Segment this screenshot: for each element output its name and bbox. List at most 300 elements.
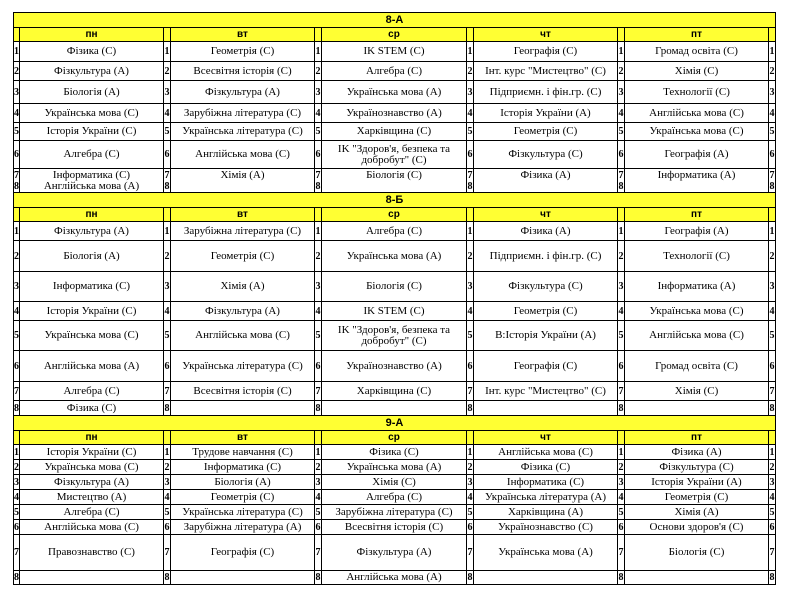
lesson-number: 6 xyxy=(315,521,321,533)
subject: Англійська мова (А) xyxy=(43,179,140,192)
header-gap xyxy=(769,431,776,445)
lesson-number: 8 xyxy=(164,572,170,583)
lesson-row xyxy=(14,321,776,351)
lesson-number: 2 xyxy=(467,241,474,272)
day-header: вт xyxy=(171,28,315,42)
lesson-row xyxy=(14,490,776,505)
lesson-number: 5 xyxy=(467,123,474,141)
lesson-number: 6 xyxy=(769,351,776,382)
lesson-number: 8 xyxy=(618,402,624,414)
subject-cell: Інформатика (А) xyxy=(625,272,769,302)
subject-cell: Фізкультура (А) xyxy=(171,302,315,321)
lesson-number: 1 xyxy=(14,222,20,241)
subject-cell: Історія України (А) xyxy=(625,475,769,490)
subject-cell: Українська література (С) xyxy=(171,351,315,382)
subject-cell: Фізкультура (С) xyxy=(474,141,618,169)
lesson-number: 3 xyxy=(14,476,19,488)
subject-cell xyxy=(625,401,769,416)
subject-cell: IK "Здоров'я, безпека та добробут" (С) xyxy=(322,141,467,169)
lesson-number: 1 xyxy=(769,42,776,62)
lesson-number: 8 xyxy=(467,180,473,192)
subject-cell xyxy=(171,571,315,585)
subject: Інформатика (С) xyxy=(52,168,131,181)
lesson-number: 1 xyxy=(467,42,474,62)
subject-cell: Всесвітня історія (С) xyxy=(171,382,315,401)
lesson-number: 7 xyxy=(467,169,473,181)
header-gap xyxy=(164,208,171,222)
subject-cell: Всесвітня історія (С) xyxy=(171,62,315,81)
empty-line xyxy=(324,181,464,192)
subject-cell: Українська мова (А) xyxy=(322,81,467,104)
lesson-number: 2 xyxy=(618,241,625,272)
subject-cell: Історія України (С) xyxy=(20,445,164,460)
header-gap xyxy=(618,28,625,42)
subject-cell: Хімія (А) xyxy=(171,272,315,302)
lesson-number: 8 xyxy=(315,402,321,414)
subject-cell: Фізкультура (С) xyxy=(625,460,769,475)
subject-cell xyxy=(625,169,769,193)
subject-cell: Геометрія (С) xyxy=(171,42,315,62)
lesson-number: 3 xyxy=(769,81,776,104)
lesson-number-pair xyxy=(618,169,625,193)
subject-cell: Біологія (А) xyxy=(20,81,164,104)
lesson-number: 1 xyxy=(315,446,321,458)
subject-cell: Біологія (А) xyxy=(20,241,164,272)
subject-cell: Мистецтво (А) xyxy=(20,490,164,505)
lesson-number: 2 xyxy=(14,62,20,81)
subject-cell: Технології (С) xyxy=(625,241,769,272)
lesson-number: 4 xyxy=(467,491,473,503)
subject-cell: Геометрія (С) xyxy=(171,241,315,272)
day-header-row xyxy=(14,431,776,445)
subject-cell: Українська мова (С) xyxy=(20,104,164,123)
subject-cell: Фізкультура (А) xyxy=(20,222,164,241)
day-header: ср xyxy=(322,208,467,222)
lesson-number: 4 xyxy=(14,302,20,321)
subject-cell xyxy=(474,401,618,416)
lesson-number: 7 xyxy=(164,382,171,401)
subject-cell xyxy=(322,401,467,416)
lesson-number: 8 xyxy=(467,572,473,583)
subject-cell: Українська мова (С) xyxy=(625,123,769,141)
subject-cell: Харківщина (С) xyxy=(322,123,467,141)
subject-cell: IK STEM (С) xyxy=(322,302,467,321)
subject-cell: Хімія (А) xyxy=(625,505,769,520)
lesson-number: 1 xyxy=(164,222,171,241)
subject-cell: Географія (С) xyxy=(171,535,315,571)
subject-cell: Українська мова (С) xyxy=(20,460,164,475)
subject-cell xyxy=(474,169,618,193)
lesson-number: 7 xyxy=(315,169,321,181)
lesson-row xyxy=(14,222,776,241)
lesson-number: 8 xyxy=(14,402,19,414)
lesson-row xyxy=(14,475,776,490)
lesson-number: 7 xyxy=(315,382,322,401)
header-gap xyxy=(618,208,625,222)
lesson-number: 8 xyxy=(769,402,775,414)
lesson-number: 3 xyxy=(164,476,170,488)
subject-cell xyxy=(20,571,164,585)
lesson-row xyxy=(14,62,776,81)
subject-cell: Громад освіта (С) xyxy=(625,351,769,382)
lesson-number: 3 xyxy=(618,476,624,488)
subject-cell: Геометрія (С) xyxy=(171,490,315,505)
lesson-number: 6 xyxy=(618,351,625,382)
lesson-number-pair xyxy=(164,169,171,193)
subject-cell: Інформатика (С) xyxy=(171,460,315,475)
subject-cell xyxy=(474,571,618,585)
subject-cell: Алгебра (С) xyxy=(322,222,467,241)
lesson-row xyxy=(14,104,776,123)
lesson-number: 1 xyxy=(315,222,322,241)
subject-cell: Підприємн. і фін.гр. (С) xyxy=(474,81,618,104)
lesson-number: 6 xyxy=(14,351,20,382)
subject-cell: Фізкультура (А) xyxy=(171,81,315,104)
lesson-number: 5 xyxy=(14,506,19,518)
subject-cell: Історія України (С) xyxy=(20,302,164,321)
lesson-number: 8 xyxy=(164,402,170,414)
lesson-number: 8 xyxy=(14,572,19,583)
subject-cell: Алгебра (С) xyxy=(20,141,164,169)
subject-cell xyxy=(171,169,315,193)
lesson-number: 3 xyxy=(315,476,321,488)
lesson-number: 7 xyxy=(164,535,171,571)
lesson-number: 5 xyxy=(618,123,625,141)
lesson-number: 2 xyxy=(467,62,474,81)
lesson-number: 5 xyxy=(14,321,20,351)
class-title: 8-А xyxy=(14,13,776,28)
day-header: вт xyxy=(171,208,315,222)
lesson-number: 2 xyxy=(769,241,776,272)
lesson-number: 2 xyxy=(164,461,170,473)
lesson-number: 8 xyxy=(467,402,473,414)
day-header: пн xyxy=(20,28,164,42)
subject-cell: Географія (А) xyxy=(625,141,769,169)
lesson-number: 8 xyxy=(769,180,775,192)
lesson-number: 1 xyxy=(618,446,624,458)
day-header: пн xyxy=(20,431,164,445)
lesson-number: 8 xyxy=(315,572,321,583)
lesson-number: 4 xyxy=(164,491,170,503)
lesson-number: 5 xyxy=(618,506,624,518)
subject-cell xyxy=(20,169,164,193)
lesson-number: 2 xyxy=(769,461,775,473)
day-header: вт xyxy=(171,431,315,445)
subject-cell: Основи здоров'я (С) xyxy=(625,520,769,535)
subject-cell: Зарубіжна література (С) xyxy=(322,505,467,520)
lesson-number: 4 xyxy=(467,104,474,123)
subject-cell: Англійська мова (С) xyxy=(171,141,315,169)
subject-cell: Географія (С) xyxy=(474,351,618,382)
lesson-number: 8 xyxy=(618,572,624,583)
lesson-number: 7 xyxy=(14,535,20,571)
lesson-number-pair xyxy=(467,169,474,193)
subject-cell: Українська мова (С) xyxy=(20,321,164,351)
header-gap xyxy=(315,28,322,42)
lesson-number: 8 xyxy=(769,572,775,583)
lesson-row xyxy=(14,42,776,62)
lesson-row xyxy=(14,401,776,416)
lesson-number: 1 xyxy=(467,446,473,458)
lesson-row xyxy=(14,141,776,169)
header-gap xyxy=(769,28,776,42)
lesson-number: 7 xyxy=(14,382,20,401)
lesson-number: 3 xyxy=(769,272,776,302)
day-header: ср xyxy=(322,28,467,42)
subject-cell: Геометрія (С) xyxy=(625,490,769,505)
lesson-number: 6 xyxy=(315,141,322,169)
day-header: чт xyxy=(474,431,618,445)
subject-cell: Історія України (А) xyxy=(474,104,618,123)
subject-cell: Українознавство (С) xyxy=(474,520,618,535)
lesson-row xyxy=(14,520,776,535)
lesson-number: 1 xyxy=(618,222,625,241)
subject-cell: Українська література (А) xyxy=(474,490,618,505)
lesson-number: 1 xyxy=(14,446,19,458)
lesson-number: 7 xyxy=(769,382,776,401)
subject-cell: Біологія (А) xyxy=(171,475,315,490)
subject-cell: Українська мова (А) xyxy=(322,460,467,475)
lesson-row xyxy=(14,460,776,475)
subject-cell: Українознавство (А) xyxy=(322,351,467,382)
day-header: чт xyxy=(474,28,618,42)
subject-cell xyxy=(322,169,467,193)
lesson-number: 1 xyxy=(164,42,171,62)
subject-cell: Фізика (С) xyxy=(474,460,618,475)
subject-cell: Хімія (С) xyxy=(322,475,467,490)
lesson-number: 5 xyxy=(164,506,170,518)
lesson-number: 2 xyxy=(164,241,171,272)
lesson-number: 1 xyxy=(14,42,20,62)
lesson-number: 2 xyxy=(164,62,171,81)
lesson-number: 6 xyxy=(14,521,19,533)
subject-cell: Алгебра (С) xyxy=(20,382,164,401)
subject-cell: Інформатика (С) xyxy=(20,272,164,302)
subject-cell: Англійська мова (С) xyxy=(625,321,769,351)
lesson-number: 1 xyxy=(769,222,776,241)
subject-cell: В:Історія України (А) xyxy=(474,321,618,351)
lesson-number: 3 xyxy=(14,81,20,104)
lesson-row xyxy=(14,445,776,460)
lesson-number: 5 xyxy=(618,321,625,351)
lesson-row xyxy=(14,571,776,585)
subject-cell: Англійська мова (С) xyxy=(20,520,164,535)
subject-cell: Технології (С) xyxy=(625,81,769,104)
subject-cell: Інт. курс "Мистецтво" (С) xyxy=(474,382,618,401)
header-gap xyxy=(769,208,776,222)
lesson-number: 1 xyxy=(467,222,474,241)
lesson-number: 1 xyxy=(769,446,775,458)
subject: Інформатика (А) xyxy=(657,168,736,181)
lesson-number: 3 xyxy=(164,272,171,302)
subject-cell: Українознавство (А) xyxy=(322,104,467,123)
lesson-number: 3 xyxy=(618,81,625,104)
header-gap xyxy=(618,431,625,445)
lesson-number: 4 xyxy=(618,104,625,123)
class-title: 9-А xyxy=(14,416,776,431)
lesson-row xyxy=(14,382,776,401)
lesson-number: 7 xyxy=(769,169,775,181)
lesson-number: 2 xyxy=(315,241,322,272)
header-gap xyxy=(467,208,474,222)
lesson-number: 2 xyxy=(618,461,624,473)
class-title-row xyxy=(14,416,776,431)
header-gap xyxy=(164,28,171,42)
subject-cell: Зарубіжна література (С) xyxy=(171,222,315,241)
lesson-row xyxy=(14,241,776,272)
header-gap xyxy=(315,208,322,222)
lesson-number: 6 xyxy=(164,351,171,382)
subject-cell: Громад освіта (С) xyxy=(625,42,769,62)
lesson-number: 6 xyxy=(618,521,624,533)
lesson-row xyxy=(14,272,776,302)
lesson-number: 5 xyxy=(769,321,776,351)
lesson-number: 5 xyxy=(315,321,322,351)
subject-cell: Фізика (С) xyxy=(20,401,164,416)
subject-cell: Англійська мова (С) xyxy=(171,321,315,351)
lesson-number: 4 xyxy=(164,302,171,321)
lesson-number: 7 xyxy=(467,535,474,571)
lesson-number: 4 xyxy=(467,302,474,321)
lesson-number: 3 xyxy=(14,272,20,302)
subject-cell: Українська мова (А) xyxy=(474,535,618,571)
subject-cell: Всесвітня історія (С) xyxy=(322,520,467,535)
lesson-number: 4 xyxy=(769,302,776,321)
subject-cell: Географія (А) xyxy=(625,222,769,241)
day-header-row xyxy=(14,208,776,222)
subject-cell: Алгебра (С) xyxy=(322,62,467,81)
subject-cell: Алгебра (С) xyxy=(322,490,467,505)
subject-cell: Підприємн. і фін.гр. (С) xyxy=(474,241,618,272)
header-gap xyxy=(315,431,322,445)
subject-cell: Українська література (С) xyxy=(171,505,315,520)
lesson-row xyxy=(14,351,776,382)
subject-cell: Географія (С) xyxy=(474,42,618,62)
class-title-row xyxy=(14,13,776,28)
subject-cell: Геометрія (С) xyxy=(474,123,618,141)
lesson-number: 8 xyxy=(618,180,624,192)
lesson-number: 8 xyxy=(315,180,321,192)
lesson-number: 4 xyxy=(315,104,322,123)
subject-cell: IK "Здоров'я, безпека та добробут" (С) xyxy=(322,321,467,351)
subject-cell xyxy=(625,571,769,585)
lesson-number-pair xyxy=(315,169,322,193)
lesson-number-pair xyxy=(769,169,776,193)
subject-cell: Правознавство (С) xyxy=(20,535,164,571)
subject-cell: Інформатика (С) xyxy=(474,475,618,490)
subject-cell: Фізика (С) xyxy=(322,445,467,460)
lesson-number: 2 xyxy=(769,62,776,81)
lesson-row xyxy=(14,535,776,571)
lesson-number: 3 xyxy=(467,81,474,104)
day-header: чт xyxy=(474,208,618,222)
lesson-number: 5 xyxy=(315,123,322,141)
header-gap xyxy=(164,431,171,445)
lesson-number: 8 xyxy=(14,180,19,192)
empty-line xyxy=(476,181,615,192)
lesson-number: 3 xyxy=(315,272,322,302)
day-header-row xyxy=(14,28,776,42)
lesson-number: 7 xyxy=(618,382,625,401)
subject-cell: Фізкультура (А) xyxy=(20,62,164,81)
subject-cell: IK STEM (С) xyxy=(322,42,467,62)
lesson-number: 7 xyxy=(618,535,625,571)
empty-line xyxy=(627,181,766,192)
lesson-number: 6 xyxy=(14,141,20,169)
lesson-number: 3 xyxy=(467,272,474,302)
subject-cell xyxy=(171,401,315,416)
lesson-row xyxy=(14,302,776,321)
lesson-number: 6 xyxy=(769,141,776,169)
lesson-number: 3 xyxy=(315,81,322,104)
lesson-number: 2 xyxy=(467,461,473,473)
lesson-number: 6 xyxy=(769,521,775,533)
subject: Біологія (С) xyxy=(366,168,422,181)
subject-cell: Англійська мова (А) xyxy=(322,571,467,585)
day-header: пн xyxy=(20,208,164,222)
lesson-number: 1 xyxy=(315,42,322,62)
subject: Фізика (А) xyxy=(520,168,571,181)
lesson-number: 6 xyxy=(467,351,474,382)
subject-cell: Англійська мова (А) xyxy=(20,351,164,382)
lesson-number: 7 xyxy=(315,535,322,571)
subject-cell: Інт. курс "Мистецтво" (С) xyxy=(474,62,618,81)
lesson-number: 5 xyxy=(315,506,321,518)
lesson-number: 5 xyxy=(164,123,171,141)
subject-cell: Фізкультура (А) xyxy=(322,535,467,571)
subject-cell: Хімія (С) xyxy=(625,382,769,401)
lesson-row xyxy=(14,505,776,520)
lesson-number: 5 xyxy=(769,506,775,518)
lesson-number: 4 xyxy=(315,302,322,321)
subject-cell: Фізкультура (С) xyxy=(474,272,618,302)
lesson-number: 3 xyxy=(164,81,171,104)
day-header: пт xyxy=(625,208,769,222)
lesson-number: 4 xyxy=(769,491,775,503)
class-title: 8-Б xyxy=(14,193,776,208)
lesson-number: 4 xyxy=(618,302,625,321)
subject-cell: Харківщина (А) xyxy=(474,505,618,520)
day-header: ср xyxy=(322,431,467,445)
subject-cell: Українська мова (С) xyxy=(625,302,769,321)
lesson-row xyxy=(14,81,776,104)
lesson-number: 6 xyxy=(164,141,171,169)
lesson-number: 1 xyxy=(164,446,170,458)
subject-cell: Фізика (С) xyxy=(20,42,164,62)
subject-cell: Біологія (С) xyxy=(625,535,769,571)
subject-cell: Англійська мова (С) xyxy=(625,104,769,123)
lesson-number: 7 xyxy=(618,169,624,181)
lesson-number: 6 xyxy=(467,521,473,533)
lesson-number: 3 xyxy=(769,476,775,488)
lesson-number: 2 xyxy=(14,461,19,473)
class-title-row xyxy=(14,193,776,208)
lesson-number: 4 xyxy=(164,104,171,123)
lesson-number: 5 xyxy=(769,123,776,141)
subject: Хімія (А) xyxy=(220,168,265,181)
lesson-number: 7 xyxy=(467,382,474,401)
subject-cell: Зарубіжна література (С) xyxy=(171,104,315,123)
lesson-number: 3 xyxy=(618,272,625,302)
lesson-number: 4 xyxy=(769,104,776,123)
day-header: пт xyxy=(625,28,769,42)
lesson-number: 5 xyxy=(467,506,473,518)
lesson-number: 7 xyxy=(769,535,776,571)
lesson-number: 2 xyxy=(315,461,321,473)
subject-cell: Алгебра (С) xyxy=(20,505,164,520)
subject-cell: Українська мова (А) xyxy=(322,241,467,272)
subject-cell: Історія України (С) xyxy=(20,123,164,141)
